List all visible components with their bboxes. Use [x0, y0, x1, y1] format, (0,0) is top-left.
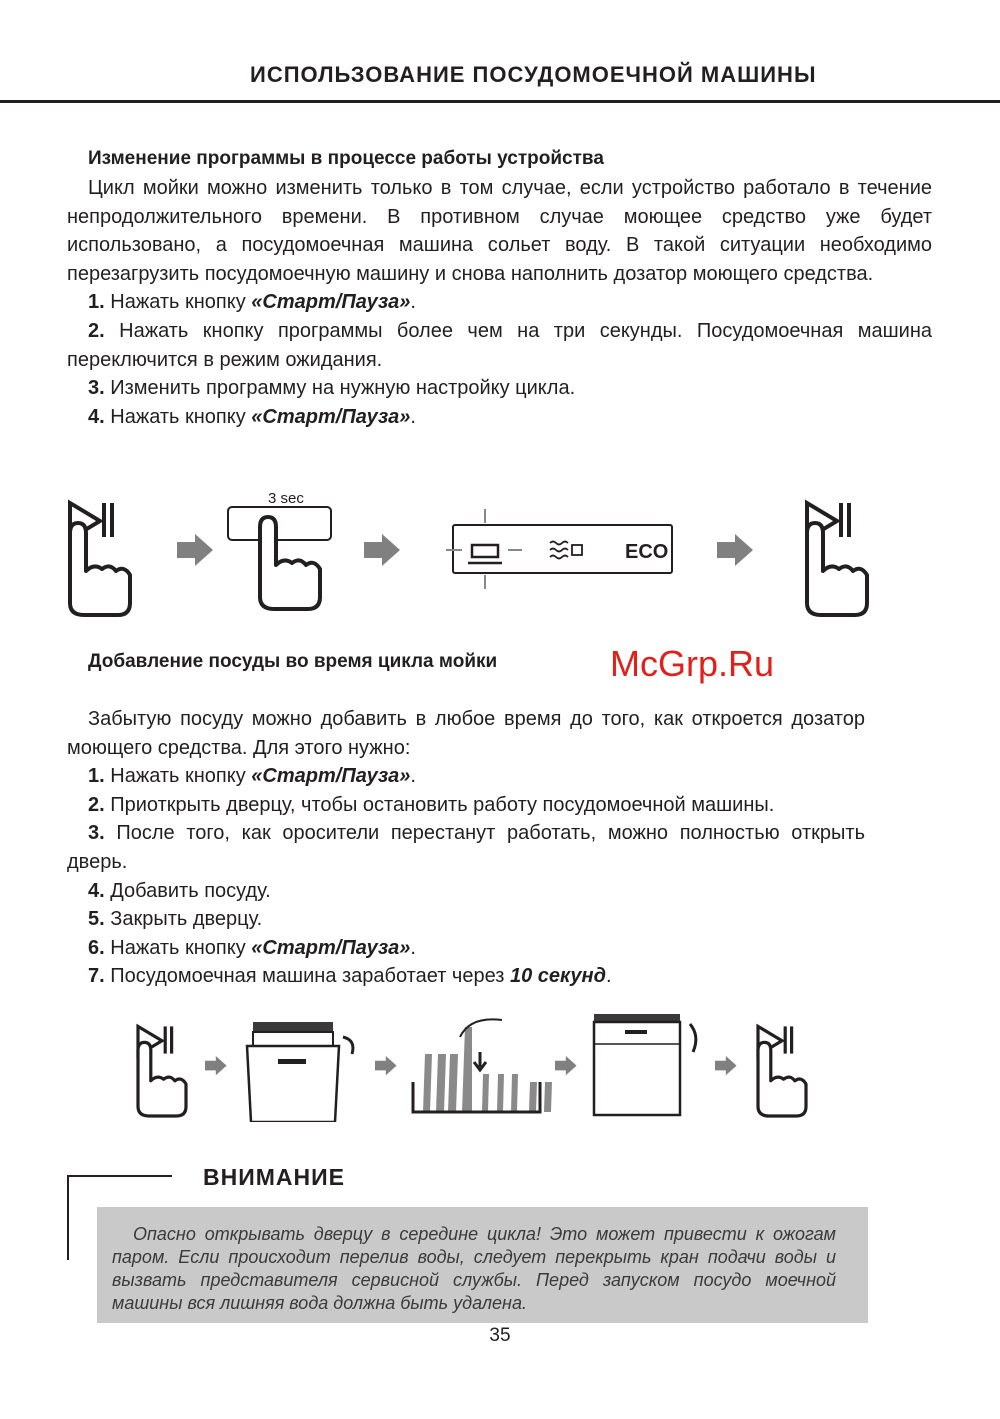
program-button-hold-icon: [228, 490, 331, 609]
dish-rack-icon: [413, 1019, 552, 1112]
warning-text: Опасно открывать дверцу в середине цикла! Это может привести к ожогам паром. Если происходит перелив воды, следует перекрыть кран подачи воды и вызвать представителя сервисной службы. Перед запуском посудо моечной машины вся лишняя вода должна быть удалена.: [112, 1224, 836, 1313]
arrow-icon: [555, 1056, 577, 1075]
step-item: 6. Нажать кнопку «Старт/Пауза».: [88, 936, 416, 959]
rinse-icon: [550, 542, 582, 559]
play-pause-hand-icon: [807, 503, 867, 615]
play-pause-hand-icon: [138, 1026, 186, 1116]
section-change-program: [67, 145, 932, 431]
section-add-dishes: [67, 648, 865, 991]
arrow-icon: [364, 534, 400, 566]
step-item: 4. Добавить посуду.: [88, 879, 271, 902]
intro-paragraph: Забытую посуду можно добавить в любое время до того, как откроется дозатор моющего средства. Для этого нужно:: [67, 708, 865, 759]
display-panel-icon: [446, 509, 672, 589]
step-item: 5. Закрыть дверцу.: [88, 908, 263, 931]
play-pause-hand-icon: [758, 1026, 806, 1116]
step-item: 1. Нажать кнопку «Старт/Пауза».: [88, 291, 416, 314]
warning-frame-line: [67, 1175, 69, 1260]
warning-title: ВНИМАНИЕ: [203, 1164, 346, 1190]
watermark: McGrp.Ru: [610, 643, 775, 684]
dishwasher-door-ajar-icon: [247, 1022, 353, 1122]
arrow-icon: [177, 534, 213, 566]
intro-paragraph: Цикл мойки можно изменить только в том случае, если устройство работало в течение непродолжительного времени. В противном случае моющее средство уже будет использовано, а посудомоечная машина сольет воду. В такой ситуации необходимо перезагрузить посудомоечную машину и снова наполнить дозатор моющего средства.: [67, 177, 932, 285]
warning-box: [97, 1207, 868, 1323]
warning-frame-line: [67, 1175, 172, 1177]
arrow-icon: [375, 1056, 397, 1075]
header-rule: [0, 100, 1000, 103]
step-item: 3. После того, как оросители перестанут работать, можно полностью открыть дверь.: [67, 822, 865, 873]
step-item: 2. Нажать кнопку программы более чем на три секунды. Посудомоечная машина переключится в режим ожидания.: [67, 319, 932, 371]
section-heading: Изменение программы в процессе работы устройства: [88, 148, 604, 169]
add-dishes-illustration: [120, 1012, 820, 1122]
step-item: 7. Посудомоечная машина заработает через 10 секунд.: [88, 965, 612, 988]
play-pause-hand-icon: [70, 503, 130, 615]
dishwasher-closed-icon: [594, 1014, 696, 1115]
page-number: 35: [489, 1325, 511, 1346]
eco-label: ECO: [625, 541, 669, 563]
arrow-icon: [205, 1056, 227, 1075]
step-item: 2. Приоткрыть дверцу, чтобы остановить работу посудомоечной машины.: [88, 793, 775, 816]
arrow-icon: [717, 534, 753, 566]
program-change-illustration: [60, 485, 880, 620]
arrow-icon: [715, 1056, 737, 1075]
page-header-title: ИСПОЛЬЗОВАНИЕ ПОСУДОМОЕЧНОЙ МАШИНЫ: [250, 62, 817, 87]
timer-label: 3 sec: [268, 490, 304, 507]
step-item: 1. Нажать кнопку «Старт/Пауза».: [88, 765, 416, 788]
step-item: 4. Нажать кнопку «Старт/Пауза».: [88, 405, 416, 428]
section-heading: Добавление посуды во время цикла мойки: [88, 651, 498, 672]
step-item: 3. Изменить программу на нужную настройку цикла.: [88, 377, 576, 400]
